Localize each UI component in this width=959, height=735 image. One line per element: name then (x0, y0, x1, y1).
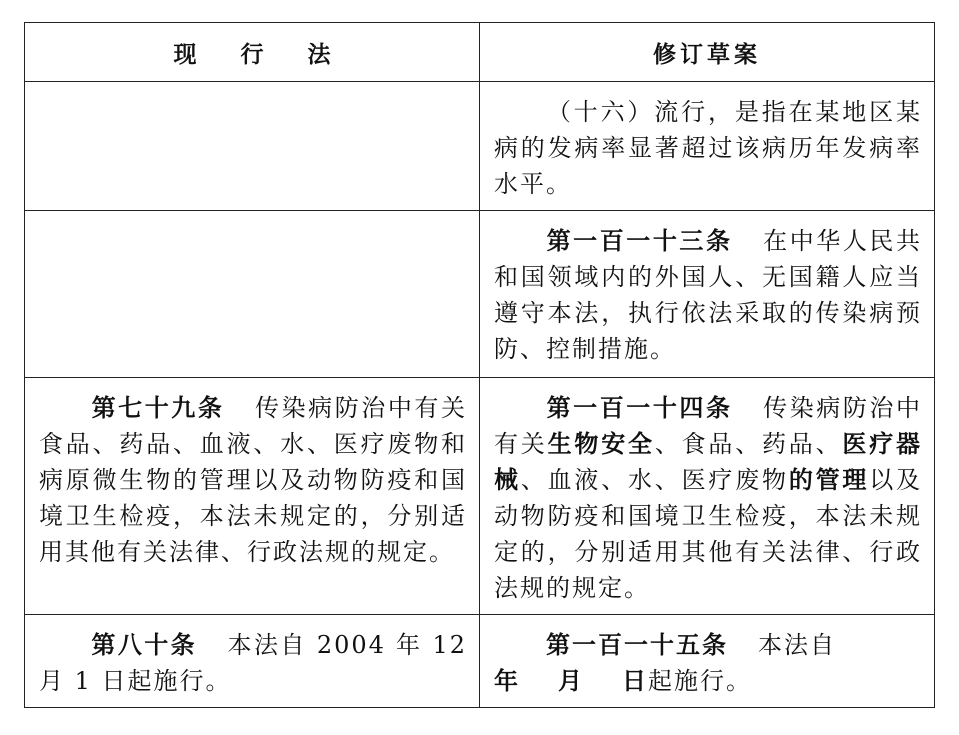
blank-month: 月 (558, 667, 584, 695)
current-law-cell-empty (25, 211, 480, 378)
amended-text: 医疗器械 (494, 430, 923, 494)
table-row (25, 211, 935, 378)
current-article-text: 第七十九条 传染病防治中有关食品、药品、血液、水、医疗废物和病原微生物的管理以及动物防疫和国境卫生检疫，本法未规定的，分别适用其他有关法律、行政法规的规定。 (39, 394, 468, 566)
article-title: 第八十条 (91, 631, 198, 659)
draft-article-text: 第一百一十四条 传染病防治中有关生物安全、食品、药品、医疗器械、血液、水、医疗废物的管理以及动物防疫和国境卫生检疫，本法未规定的，分别适用其他有关法律、行政法规的规定。 (494, 394, 923, 602)
current-article-text: 第八十条 本法自 2004 年 12 月 1 日起施行。 (39, 631, 467, 695)
current-law-cell (25, 615, 480, 708)
amended-text: 生物安全 (547, 430, 655, 458)
header-current-law: 现 行 法 (25, 23, 480, 82)
blank-year: 年 (494, 667, 520, 695)
article-title: 第七十九条 (91, 394, 225, 422)
current-law-cell-empty (25, 82, 480, 211)
table-row (25, 615, 935, 708)
draft-cell (480, 615, 935, 708)
current-law-cell (25, 378, 480, 615)
article-title: 第一百一十五条 (546, 631, 728, 659)
article-title: 第一百一十四条 (546, 394, 733, 422)
draft-cell (480, 211, 935, 378)
table-header-row (25, 23, 935, 82)
amended-text: 的管理 (788, 466, 870, 494)
draft-article-text: 第一百一十三条 在中华人民共和国领域内的外国人、无国籍人应当遵守本法，执行依法采取的传染病预防、控制措施。 (494, 227, 923, 363)
blank-day: 日 (622, 667, 648, 695)
draft-article-text: （十六）流行，是指在某地区某病的发病率显著超过该病历年发病率水平。 (494, 98, 922, 198)
draft-cell (480, 378, 935, 615)
article-title: 第一百一十三条 (546, 227, 733, 255)
draft-cell (480, 82, 935, 211)
header-draft: 修订草案 (480, 23, 935, 82)
table-row (25, 378, 935, 615)
law-comparison-table (24, 22, 935, 708)
draft-article-text: 第一百一十五条 本法自 年 月 日起施行。 (494, 631, 836, 695)
table-row (25, 82, 935, 211)
